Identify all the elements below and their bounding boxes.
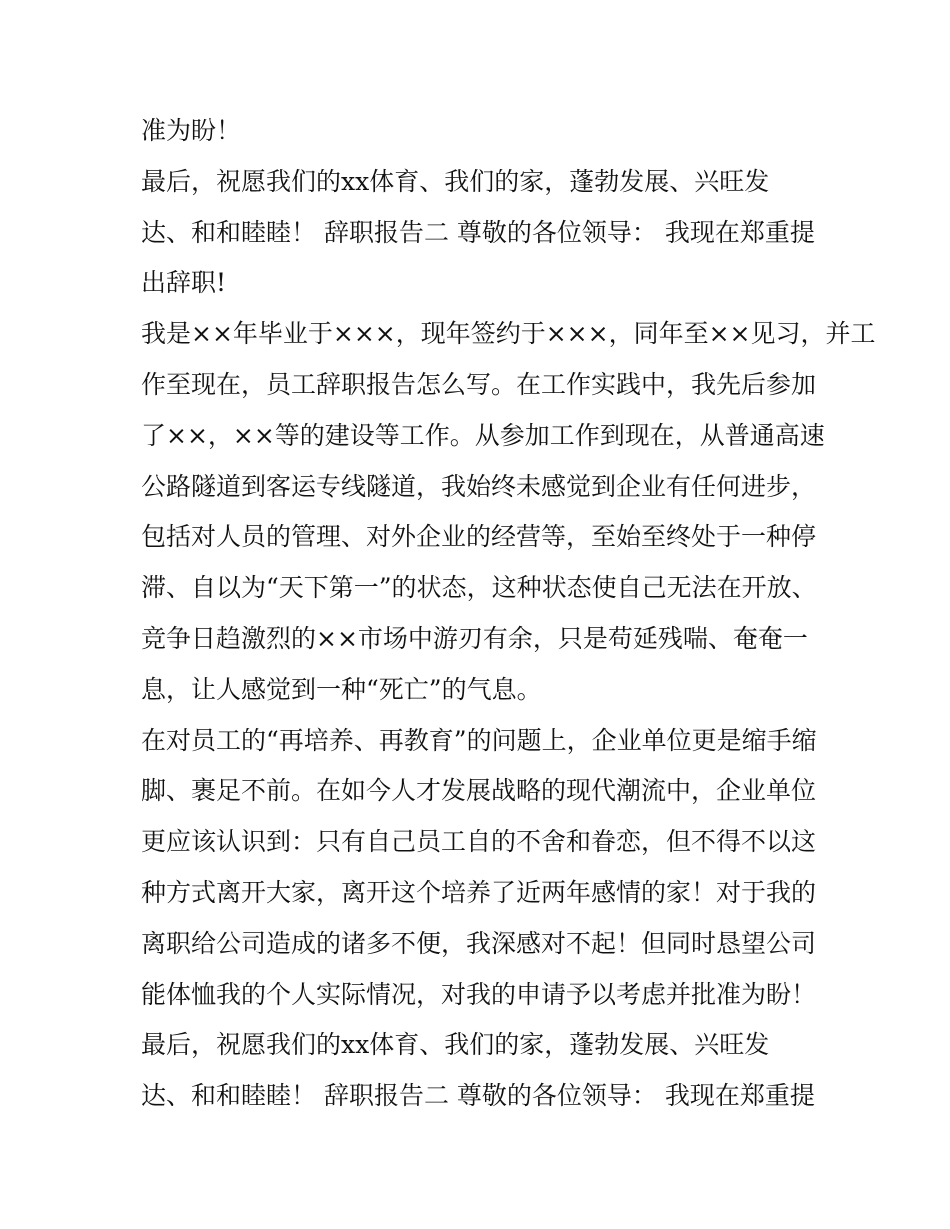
text-line: 出辞职! xyxy=(141,268,227,298)
text-line: 息，让人感觉到一种“死亡”的气息。 xyxy=(141,674,542,704)
text-line: 种方式离开大家，离开这个培养了近两年感情的家！对于我的 xyxy=(141,877,817,907)
text-line: 脚、裹足不前。在如今人才发展战略的现代潮流中，企业单位 xyxy=(141,776,817,806)
text-line: 在对员工的“再培养、再教育”的问题上，企业单位更是缩手缩 xyxy=(141,725,817,755)
text-line: 包括对人员的管理、对外企业的经营等，至始至终处于一种停 xyxy=(141,522,817,552)
text-line: 公路隧道到客运专线隧道，我始终未感觉到企业有任何进步， xyxy=(141,471,817,501)
text-line: 我是××年毕业于×××，现年签约于×××，同年至××见习，并工 xyxy=(141,319,876,349)
text-line: 离职给公司造成的诸多不便，我深感对不起！但同时恳望公司 xyxy=(141,928,817,958)
text-line: 作至现在，员工辞职报告怎么写。在工作实践中，我先后参加 xyxy=(141,369,817,399)
text-line: 达、和和睦睦！ 辞职报告二 尊敬的各位领导： 我现在郑重提 xyxy=(141,217,815,247)
text-line: 竞争日趋激烈的××市场中游刃有余，只是苟延残喘、奄奄一 xyxy=(141,623,808,653)
text-line: 能体恤我的个人实际情况，对我的申请予以考虑并批准为盼！ xyxy=(141,979,817,1009)
text-line: 滞、自以为“天下第一”的状态，这种状态使自己无法在开放、 xyxy=(141,573,817,603)
text-line: 准为盼！ xyxy=(141,116,242,145)
text-line: 最后，祝愿我们的xx体育、我们的家，蓬勃发展、兴旺发 xyxy=(141,166,770,196)
text-line: 最后，祝愿我们的xx体育、我们的家，蓬勃发展、兴旺发 xyxy=(141,1030,770,1060)
text-line: 达、和和睦睦！ 辞职报告二 尊敬的各位领导： 我现在郑重提 xyxy=(141,1081,815,1111)
text-line: 了××，××等的建设等工作。从参加工作到现在，从普通高速 xyxy=(141,420,825,450)
text-line: 更应该认识到：只有自己员工自的不舍和眷恋，但不得不以这 xyxy=(141,827,817,857)
document-body xyxy=(141,106,876,1122)
